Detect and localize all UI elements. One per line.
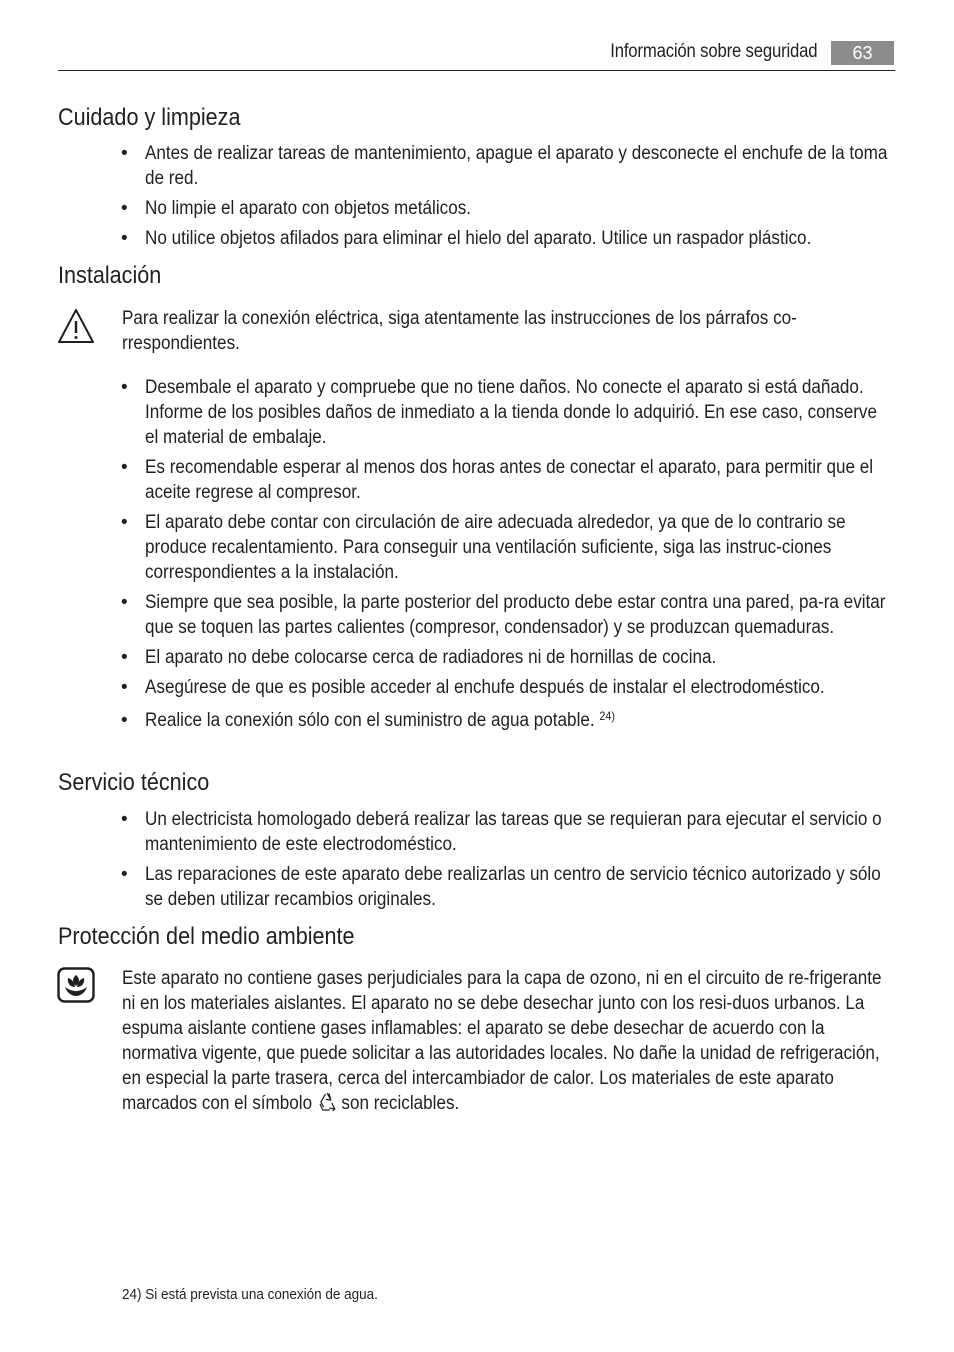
bullet-icon: • bbox=[121, 710, 128, 731]
bullet-icon: • bbox=[121, 198, 128, 219]
footnote-reference: 24) bbox=[599, 709, 615, 723]
bullet-icon: • bbox=[121, 864, 128, 885]
list-item: • Es recomendable esperar al menos dos horas antes de conectar el aparato, para permitir que el aceite regrese al compresor. bbox=[121, 457, 874, 503]
list-item: • Un electricista homologado deberá realizar las tareas que se requieran para ejecutar el servicio o mantenimiento de este electrodoméstico. bbox=[121, 809, 882, 855]
warning-text: Para realizar la conexión eléctrica, siga atentamente las instrucciones de los párrafos co-rrespondientes. bbox=[122, 308, 797, 354]
environment-text: Este aparato no contiene gases perjudiciales para la capa de ozono, ni en el circuito de re-frigerante ni en los materiales aislantes. El aparato no se debe desechar junto con los resi-duos urbanos. La espuma aislante contiene gases inflamables: el aparato se debe desechar de acuerdo con la normativa vigente, que puede solicitar a las autoridades locales. No dañe la unidad de refrigeración, en especial la parte trasera, cerca del intercambiador de calor. Los materiales de este aparato marcados con el símbolo son reciclables. bbox=[122, 968, 882, 1114]
environment-flower-icon bbox=[57, 967, 95, 1003]
bullet-icon: • bbox=[121, 377, 128, 398]
bullet-icon: • bbox=[121, 143, 128, 164]
list-item: • El aparato no debe colocarse cerca de radiadores ni de hornillas de cocina. bbox=[121, 647, 717, 668]
section-heading-cuidado: Cuidado y limpieza bbox=[58, 104, 241, 131]
list-item: • Asegúrese de que es posible acceder al enchufe después de instalar el electrodoméstico. bbox=[121, 677, 825, 698]
bullet-icon: • bbox=[121, 809, 128, 830]
section-heading-medio-ambiente: Protección del medio ambiente bbox=[58, 923, 355, 950]
header-title: Información sobre seguridad bbox=[609, 41, 817, 62]
bullet-icon: • bbox=[121, 228, 128, 249]
recycle-icon bbox=[317, 1091, 337, 1113]
page-number: 63 bbox=[831, 41, 894, 65]
list-item: • No limpie el aparato con objetos metálicos. bbox=[121, 198, 472, 219]
list-item: • No utilice objetos afilados para eliminar el hielo del aparato. Utilice un raspador plástico. bbox=[121, 228, 812, 249]
footnote: 24) Si está prevista una conexión de agua. bbox=[122, 1286, 378, 1303]
list-instalacion bbox=[0, 375, 895, 738]
header-divider bbox=[58, 70, 895, 71]
bullet-icon: • bbox=[121, 457, 128, 478]
list-item: • Las reparaciones de este aparato debe realizarlas un centro de servicio técnico autorizado y sólo se deben utilizar recambios originales. bbox=[121, 864, 881, 910]
bullet-icon: • bbox=[121, 647, 128, 668]
list-item: • Siempre que sea posible, la parte posterior del producto debe estar contra una pared, pa-ra evitar que se toquen las partes calientes (compresor, condensador) y se produzcan quemaduras. bbox=[121, 592, 886, 638]
list-item: • Antes de realizar tareas de mantenimiento, apague el aparato y desconecte el enchufe de la toma de red. bbox=[121, 143, 888, 189]
bullet-icon: • bbox=[121, 677, 128, 698]
warning-triangle-icon bbox=[57, 308, 95, 344]
list-item: • Desembale el aparato y compruebe que no tiene daños. No conecte el aparato si está dañado. Informe de los posibles daños de inmediato a la tienda donde lo adquirió. En ese caso, conserve el material de embalaje. bbox=[121, 377, 877, 448]
list-cuidado bbox=[0, 141, 895, 256]
section-heading-servicio: Servicio técnico bbox=[58, 769, 210, 796]
list-item: • El aparato debe contar con circulación de aire adecuada alrededor, ya que de lo contrario se produce recalentamiento. Para conseguir una ventilación suficiente, siga las instruc-ciones correspondientes a la instalación. bbox=[121, 512, 846, 583]
bullet-icon: • bbox=[121, 512, 128, 533]
list-item: • Realice la conexión sólo con el suministro de agua potable. $^{24)}$ bbox=[121, 709, 615, 731]
list-servicio bbox=[0, 807, 895, 917]
section-heading-instalacion: Instalación bbox=[58, 262, 162, 289]
bullet-icon: • bbox=[121, 592, 128, 613]
